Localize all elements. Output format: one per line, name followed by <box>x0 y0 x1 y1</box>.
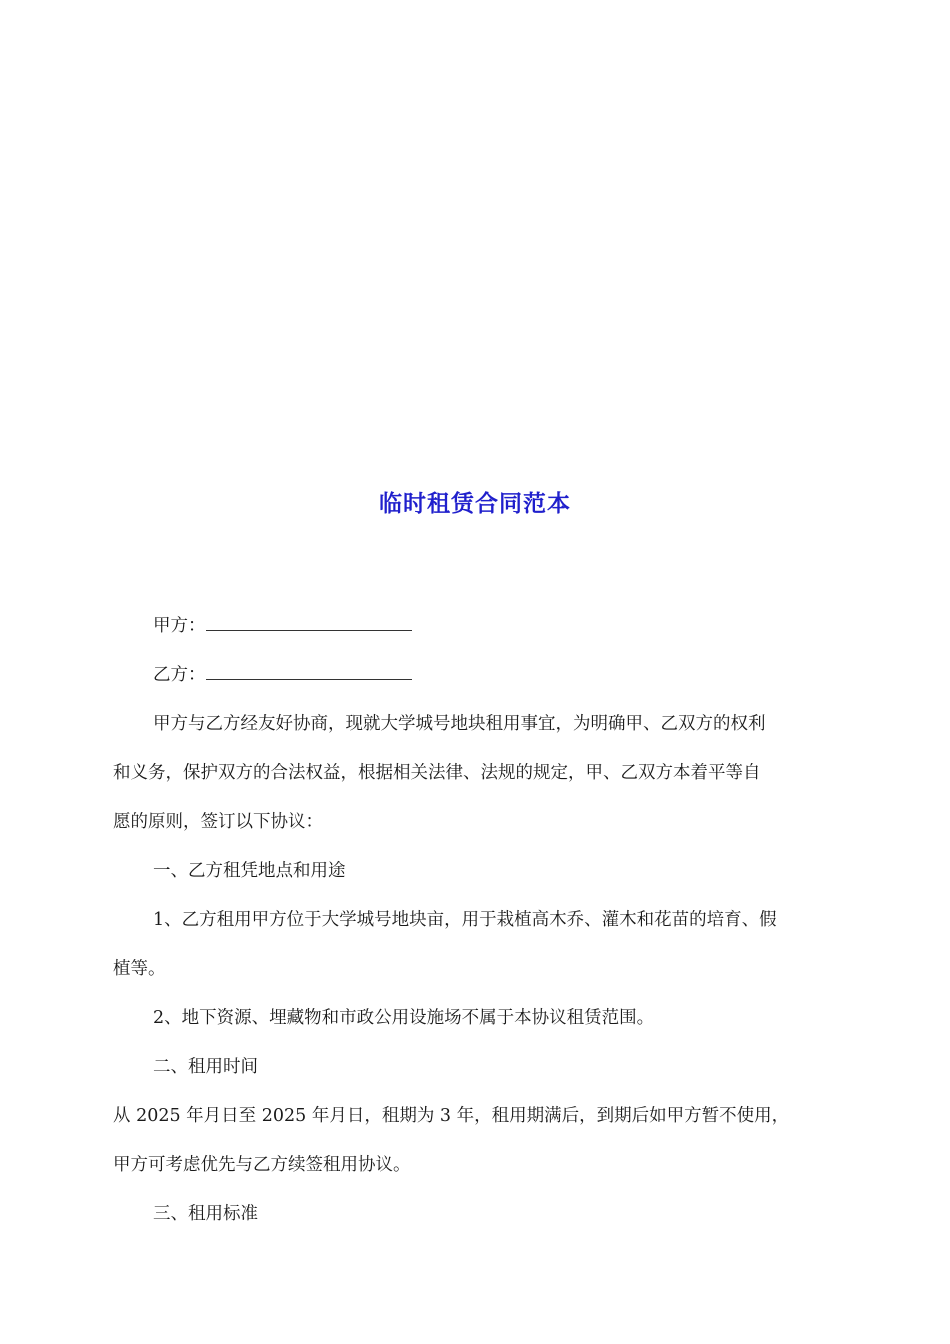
section-heading: 一、乙方租凭地点和用途 <box>153 861 346 881</box>
paragraph-line: 1、乙方租用甲方位于大学城号地块亩，用于栽植高木乔、灌木和花苗的培育、假 <box>153 910 777 930</box>
party-a-label: 甲方： <box>153 616 206 636</box>
paragraph-line: 植等。 <box>113 959 166 979</box>
paragraph-line: 和义务，保护双方的合法权益，根据相关法律、法规的规定，甲、乙双方本着平等自 <box>113 763 761 783</box>
party-a-line <box>113 602 837 651</box>
paragraph-line: 甲方与乙方经友好协商，现就大学城号地块租用事宜，为明确甲、乙双方的权利 <box>153 714 766 734</box>
document-title: 临时租赁合同范本 <box>379 491 571 517</box>
party-b-label: 乙方： <box>153 665 206 685</box>
party-b-blank <box>206 657 412 680</box>
paragraph-line: 甲方可考虑优先与乙方续签租用协议。 <box>113 1155 411 1175</box>
section-heading: 三、租用标准 <box>153 1204 258 1224</box>
party-b-line <box>113 651 837 700</box>
paragraph-line: 2、地下资源、埋藏物和市政公用设施场不属于本协议租赁范围。 <box>153 1008 655 1028</box>
paragraph-line: 从 2025 年月日至 2025 年月日，租期为 3 年，租用期满后，到期后如甲方暂不使用， <box>113 1106 790 1126</box>
section-heading: 二、租用时间 <box>153 1057 258 1077</box>
paragraph-line: 愿的原则，签订以下协议： <box>113 812 323 832</box>
party-a-blank <box>206 608 412 631</box>
document-body <box>113 602 837 1239</box>
